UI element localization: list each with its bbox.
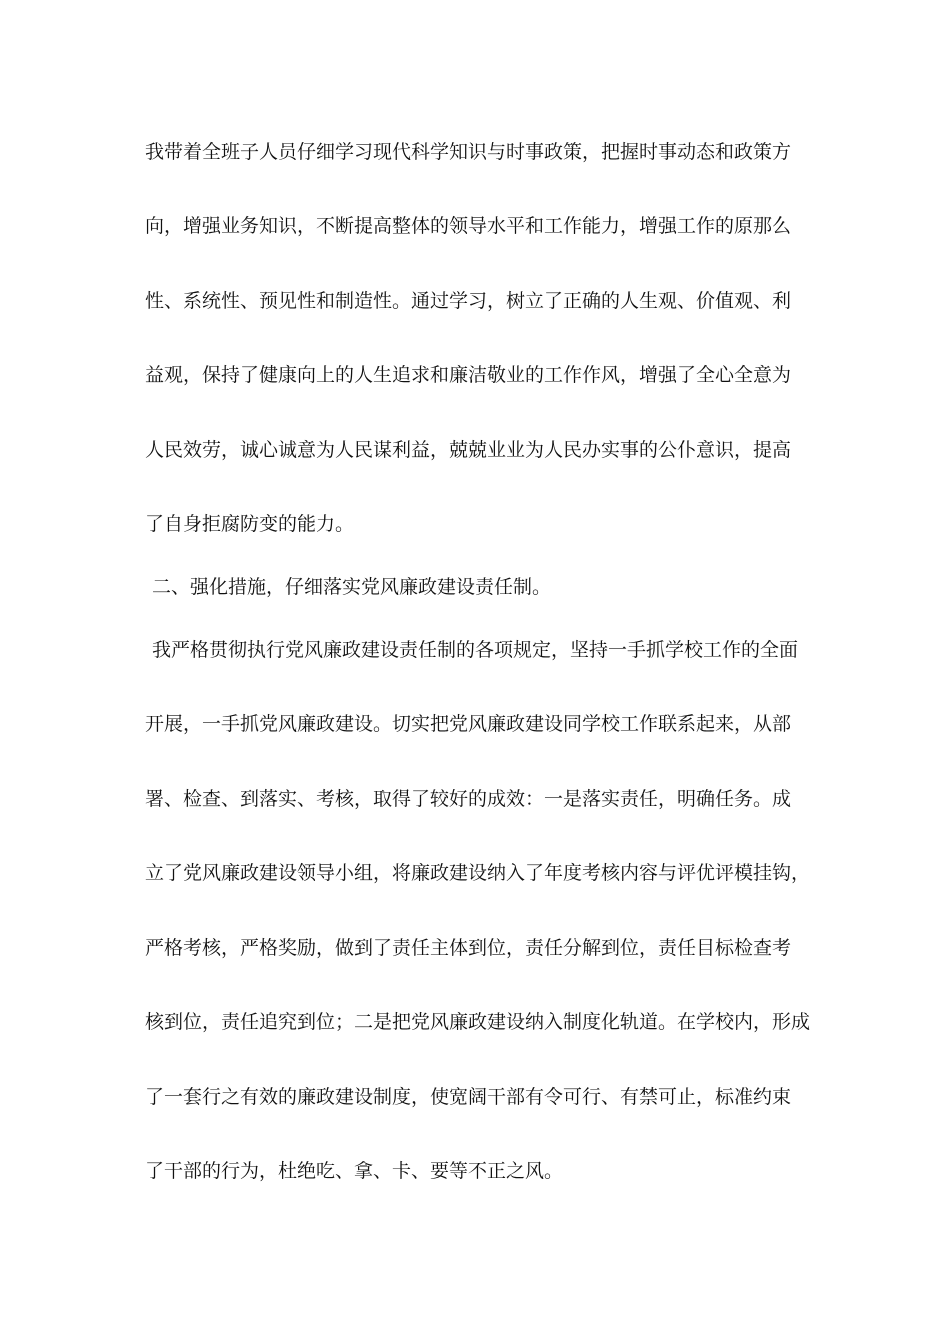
body-text-line: 开展，一手抓党风廉政建设。切实把党风廉政建设同学校工作联系起来，从部: [145, 713, 792, 735]
body-text-line: 人民效劳，诚心诚意为人民谋利益，兢兢业业为人民办实事的公仆意识，提高: [145, 439, 792, 461]
body-text-line: 向，增强业务知识，不断提高整体的领导水平和工作能力，增强工作的原那么: [145, 215, 792, 237]
body-text-line: 立了党风廉政建设领导小组，将廉政建设纳入了年度考核内容与评优评模挂钩，: [145, 862, 810, 884]
body-text-line: 严格考核，严格奖励，做到了责任主体到位，责任分解到位，责任目标检查考: [145, 937, 792, 959]
body-text-line: 了自身拒腐防变的能力。: [145, 513, 355, 535]
body-text-line: 了一套行之有效的廉政建设制度，使宽阔干部有令可行、有禁可止，标准约束: [145, 1086, 792, 1108]
body-text-line: 性、系统性、预见性和制造性。通过学习，树立了正确的人生观、价值观、利: [145, 290, 792, 312]
section-heading: 二、强化措施，仔细落实党风廉政建设责任制。: [152, 576, 552, 598]
body-text-line: 益观，保持了健康向上的人生追求和廉洁敬业的工作作风，增强了全心全意为: [145, 364, 792, 386]
body-text-line: 我带着全班子人员仔细学习现代科学知识与时事政策，把握时事动态和政策方: [145, 141, 792, 163]
body-text-line: 署、检查、到落实、考核，取得了较好的成效：一是落实责任，明确任务。成: [145, 788, 792, 810]
body-text-line: 了干部的行为，杜绝吃、拿、卡、要等不正之风。: [145, 1160, 564, 1182]
body-text-line: 核到位，责任追究到位；二是把党风廉政建设纳入制度化轨道。在学校内，形成: [145, 1011, 810, 1033]
body-text-line: 我严格贯彻执行党风廉政建设责任制的各项规定，坚持一手抓学校工作的全面: [152, 639, 799, 661]
